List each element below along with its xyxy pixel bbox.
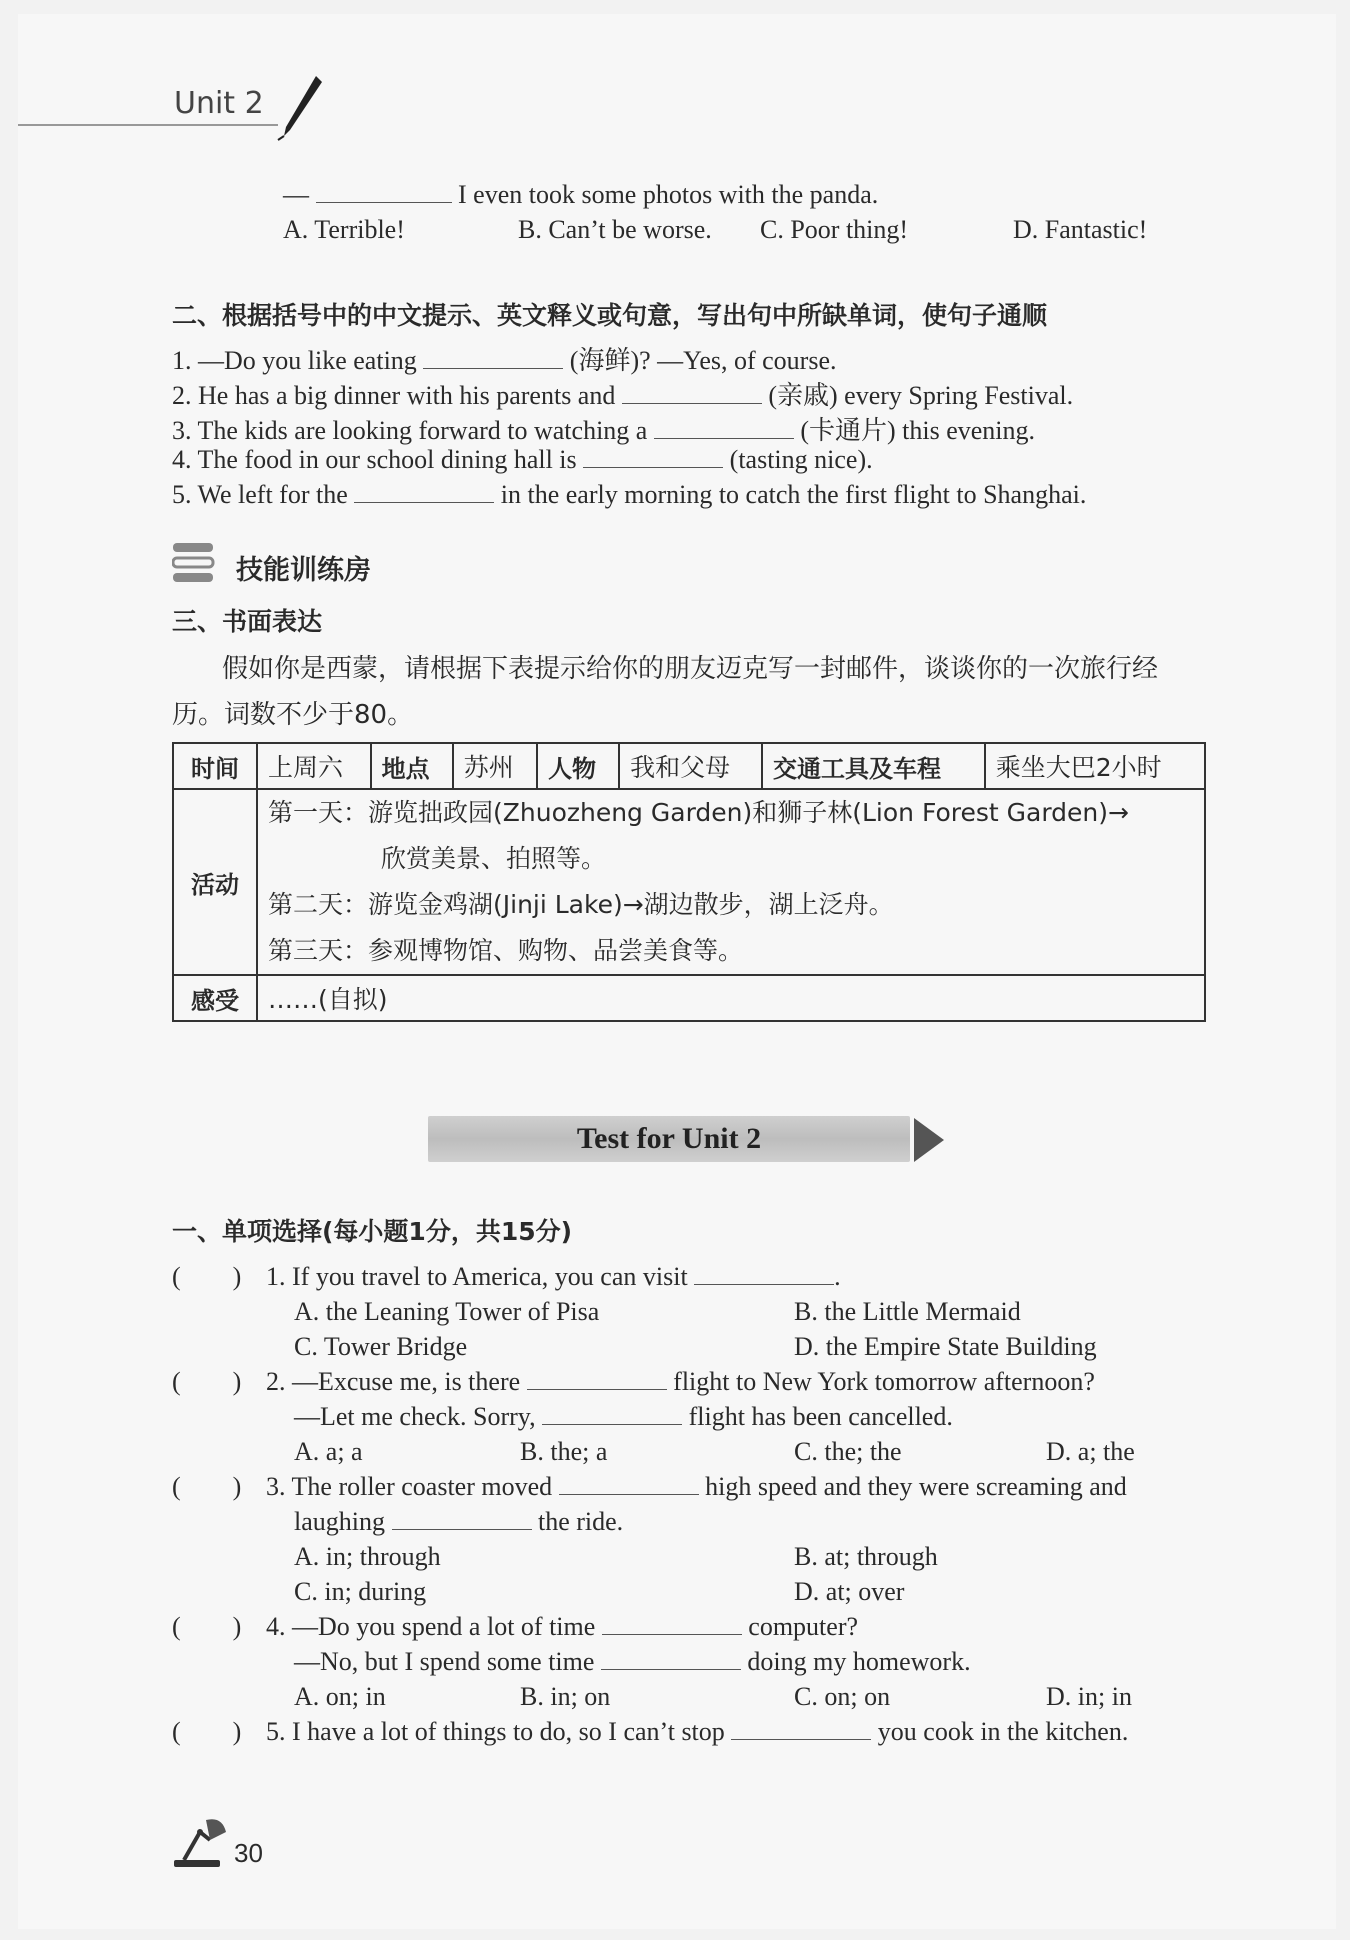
q1-bracket[interactable]: ( ) bbox=[172, 1262, 242, 1291]
q1-stem: 1. If you travel to America, you can visit . bbox=[266, 1262, 841, 1291]
section2-title: 二、根据括号中的中文提示、英文释义或句意，写出句中所缺单词，使句子通顺 bbox=[172, 301, 1048, 330]
section3-prompt-2: 历。词数不少于80。 bbox=[172, 700, 414, 730]
prev-option-b[interactable]: B. Can’t be worse. bbox=[518, 215, 712, 244]
cell-time-value: 上周六 bbox=[257, 743, 371, 789]
q2-stem: 2. —Excuse me, is there flight to New York tomorrow afternoon? bbox=[266, 1367, 1095, 1396]
section3-prompt-1: 假如你是西蒙，请根据下表提示给你的朋友迈克写一封邮件，谈谈你的一次旅行经 bbox=[222, 654, 1159, 684]
answer-blank[interactable] bbox=[316, 180, 452, 203]
s2-blank-3[interactable] bbox=[654, 416, 794, 439]
q2-blank-2[interactable] bbox=[542, 1402, 682, 1425]
q4-option-b[interactable]: B. in; on bbox=[520, 1682, 611, 1711]
prev-option-d[interactable]: D. Fantastic! bbox=[1013, 215, 1148, 244]
s2-blank-1[interactable] bbox=[423, 346, 563, 369]
q3-line2: laughing the ride. bbox=[294, 1507, 624, 1536]
prev-question-line bbox=[283, 180, 878, 210]
q3-stem: 3. The roller coaster moved high speed and they were screaming and bbox=[266, 1472, 1127, 1501]
q4-option-c[interactable]: C. on; on bbox=[794, 1682, 891, 1711]
prev-option-a[interactable]: A. Terrible! bbox=[283, 215, 405, 244]
q3-option-a[interactable]: A. in; through bbox=[294, 1542, 441, 1571]
q3-bracket[interactable]: ( ) bbox=[172, 1472, 242, 1501]
q2-option-c[interactable]: C. the; the bbox=[794, 1437, 902, 1466]
cell-feeling-label: 感受 bbox=[173, 975, 257, 1021]
activity-line-3: 第二天：游览金鸡湖(Jinji Lake)→湖边散步，湖上泛舟。 bbox=[268, 890, 894, 919]
prev-question-text: I even took some photos with the panda. bbox=[458, 180, 879, 209]
q5-stem: 5. I have a lot of things to do, so I can’t stop you cook in the kitchen. bbox=[266, 1717, 1129, 1746]
test-banner-title: Test for Unit 2 bbox=[576, 1122, 762, 1155]
activity-line-4: 第三天：参观博物馆、购物、品尝美食等。 bbox=[268, 936, 744, 965]
q4-stem: 4. —Do you spend a lot of time computer? bbox=[266, 1612, 859, 1641]
cell-transport-label: 交通工具及车程 bbox=[762, 743, 985, 789]
q3-blank-1[interactable] bbox=[559, 1472, 699, 1495]
header-rule bbox=[18, 124, 278, 126]
s2-item-3: 3. The kids are looking forward to watching a (卡通片) this evening. bbox=[172, 416, 1036, 445]
q1-option-d[interactable]: D. the Empire State Building bbox=[794, 1332, 1097, 1361]
table-row-feeling bbox=[173, 975, 1205, 1021]
section3-title: 三、书面表达 bbox=[172, 607, 323, 636]
q5-bracket[interactable]: ( ) bbox=[172, 1717, 242, 1746]
stack-icon bbox=[172, 541, 216, 585]
q2-blank-1[interactable] bbox=[527, 1367, 667, 1390]
page-number: 30 bbox=[234, 1838, 263, 1868]
q4-bracket[interactable]: ( ) bbox=[172, 1612, 242, 1641]
cell-people-value: 我和父母 bbox=[619, 743, 762, 789]
s2-item-1: 1. —Do you like eating (海鲜)? —Yes, of course. bbox=[172, 346, 837, 375]
cell-feeling-value: ……(自拟) bbox=[257, 975, 1205, 1021]
activity-line-2: 欣赏美景、拍照等。 bbox=[381, 844, 607, 873]
q1-option-a[interactable]: A. the Leaning Tower of Pisa bbox=[294, 1297, 600, 1326]
q2-bracket[interactable]: ( ) bbox=[172, 1367, 242, 1396]
q3-option-b[interactable]: B. at; through bbox=[794, 1542, 938, 1571]
cell-activity-label: 活动 bbox=[173, 789, 257, 975]
activity-line-1: 第一天：游览拙政园(Zhuozheng Garden)和狮子林(Lion Forest Garden)→ bbox=[268, 798, 1129, 827]
cell-transport-value: 乘坐大巴2小时 bbox=[985, 743, 1205, 789]
cell-place-label: 地点 bbox=[371, 743, 453, 789]
q4-blank-1[interactable] bbox=[602, 1612, 742, 1635]
q4-blank-2[interactable] bbox=[601, 1647, 741, 1670]
q1-blank[interactable] bbox=[694, 1262, 834, 1285]
test-section1-title: 一、单项选择(每小题1分，共15分) bbox=[172, 1217, 573, 1246]
q1-option-b[interactable]: B. the Little Mermaid bbox=[794, 1297, 1021, 1326]
s2-item-2: 2. He has a big dinner with his parents and (亲戚) every Spring Festival. bbox=[172, 381, 1074, 410]
q4-line2: —No, but I spend some time doing my homework. bbox=[294, 1647, 971, 1676]
cell-activities bbox=[257, 789, 1205, 975]
q4-option-a[interactable]: A. on; in bbox=[294, 1682, 386, 1711]
s2-item-4: 4. The food in our school dining hall is (tasting nice). bbox=[172, 445, 873, 474]
q3-option-d[interactable]: D. at; over bbox=[794, 1577, 905, 1606]
cell-people-label: 人物 bbox=[537, 743, 619, 789]
pen-icon bbox=[276, 72, 326, 142]
prev-option-c[interactable]: C. Poor thing! bbox=[760, 215, 909, 244]
q4-option-d[interactable]: D. in; in bbox=[1046, 1682, 1132, 1711]
desk-lamp-icon bbox=[170, 1810, 230, 1870]
q2-option-b[interactable]: B. the; a bbox=[520, 1437, 608, 1466]
q3-option-c[interactable]: C. in; during bbox=[294, 1577, 427, 1606]
dash: — bbox=[283, 180, 309, 209]
q2-line2: —Let me check. Sorry, flight has been cancelled. bbox=[294, 1402, 953, 1431]
table-row-activities bbox=[173, 789, 1205, 975]
cell-place-value: 苏州 bbox=[453, 743, 537, 789]
q2-option-a[interactable]: A. a; a bbox=[294, 1437, 363, 1466]
cell-time-label: 时间 bbox=[173, 743, 257, 789]
triangle-arrow-icon bbox=[914, 1118, 946, 1162]
q5-blank[interactable] bbox=[731, 1717, 871, 1740]
unit-header: Unit 2 bbox=[174, 86, 264, 121]
s2-blank-2[interactable] bbox=[622, 381, 762, 404]
s2-blank-4[interactable] bbox=[583, 445, 723, 468]
q1-option-c[interactable]: C. Tower Bridge bbox=[294, 1332, 468, 1361]
s2-blank-5[interactable] bbox=[354, 480, 494, 503]
trip-info-table bbox=[172, 742, 1206, 1022]
q2-option-d[interactable]: D. a; the bbox=[1046, 1437, 1135, 1466]
table-row-basic bbox=[173, 743, 1205, 789]
q3-blank-2[interactable] bbox=[392, 1507, 532, 1530]
s2-item-5: 5. We left for the in the early morning to catch the first flight to Shanghai. bbox=[172, 480, 1087, 509]
skills-title: 技能训练房 bbox=[236, 555, 371, 586]
